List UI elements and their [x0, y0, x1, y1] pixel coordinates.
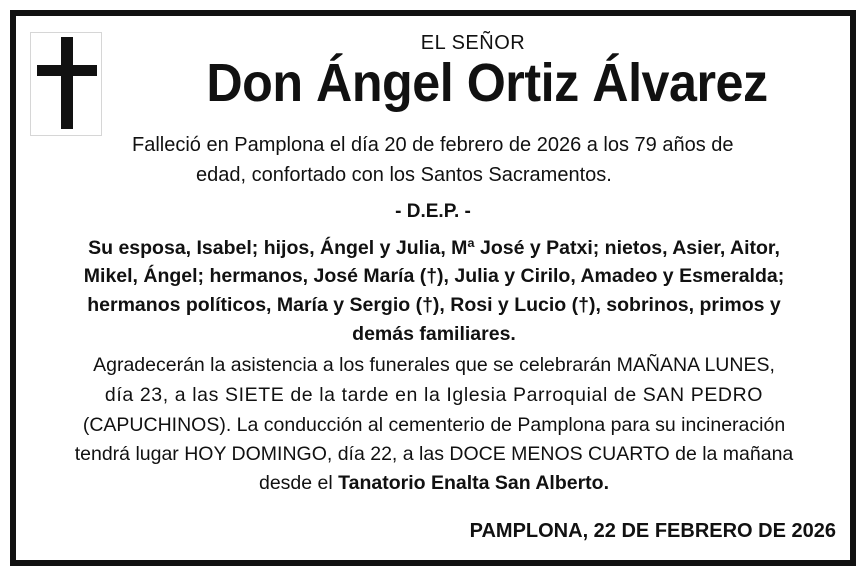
death-notice-line-2: edad, confortado con los Santos Sacramentos. [196, 164, 612, 186]
preheading: EL SEÑOR [420, 32, 526, 54]
cross-horizontal-bar [37, 65, 97, 76]
funeral-home-name: Tanatorio Enalta San Alberto. [338, 472, 610, 494]
funeral-line-5 [30, 472, 838, 495]
family-line-2: Mikel, Ángel; hermanos, José María (†), Julia y Cirilo, Amadeo y Esmeralda; [83, 265, 785, 287]
dep-line: - D.E.P. - [395, 201, 471, 222]
deceased-name: Don Ángel Ortiz Álvarez [206, 53, 768, 113]
family-line-1: Su esposa, Isabel; hijos, Ángel y Julia, Mª José y Patxi; nietos, Asier, Aitor, [88, 237, 780, 259]
funeral-line-2: día 23, a las SIETE de la tarde en la Iglesia Parroquial de SAN PEDRO [104, 384, 764, 406]
family-line-4: demás familiares. [352, 323, 516, 345]
family-line-3: hermanos políticos, María y Sergio (†), Rosi y Lucio (†), sobrinos, primos y [87, 294, 781, 316]
funeral-line-1: Agradecerán la asistencia a los funerales que se celebrarán MAÑANA LUNES, [93, 354, 775, 376]
funeral-line-5-prefix: desde el [258, 472, 339, 494]
funeral-line-4: tendrá lugar HOY DOMINGO, día 22, a las DOCE MENOS CUARTO de la mañana [74, 443, 794, 465]
place-date-footer: PAMPLONA, 22 DE FEBRERO DE 2026 [469, 520, 836, 542]
funeral-line-3: (CAPUCHINOS). La conducción al cementerio de Pamplona para su incineración [82, 414, 786, 436]
death-notice-line-1: Falleció en Pamplona el día 20 de febrero de 2026 a los 79 años de [132, 134, 734, 156]
